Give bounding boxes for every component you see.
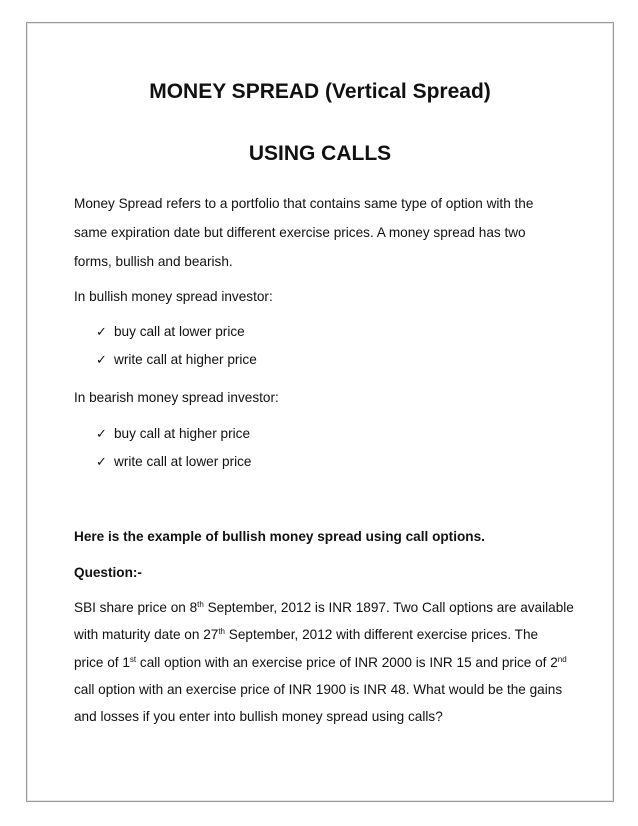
example-heading: Here is the example of bullish money spread using call options. xyxy=(74,529,485,544)
intro-line-3: forms, bullish and bearish. xyxy=(74,254,233,269)
bearish-item-1-label: buy call at higher price xyxy=(114,426,251,441)
question-label: Question:- xyxy=(74,565,142,580)
checkmark-icon: ✓ xyxy=(96,427,107,442)
question-line-2: with maturity date on 27th September, 2012 with different exercise prices. The xyxy=(74,627,539,642)
question-line-3: price of 1st call option with an exercise price of INR 2000 is INR 15 and price of 2nd xyxy=(74,655,567,670)
bullish-item-1-label: buy call at lower price xyxy=(114,324,245,339)
checkmark-icon: ✓ xyxy=(96,325,107,340)
checkmark-icon: ✓ xyxy=(96,353,107,368)
title-line-1: MONEY SPREAD (Vertical Spread) xyxy=(149,80,491,103)
bearish-item-2-label: write call at lower price xyxy=(114,454,252,469)
bullish-item-1 xyxy=(96,322,245,343)
bullish-item-2 xyxy=(96,350,257,371)
bearish-item-1 xyxy=(96,424,250,445)
question-line-5: and losses if you enter into bullish money spread using calls? xyxy=(74,709,443,724)
checkmark-icon: ✓ xyxy=(96,455,107,470)
intro-line-2: same expiration date but different exercise prices. A money spread has two xyxy=(74,225,526,240)
bullish-item-2-label: write call at higher price xyxy=(114,352,257,367)
question-line-4: call option with an exercise price of INR 1900 is INR 48. What would be the gains xyxy=(74,682,563,697)
title-line-2: USING CALLS xyxy=(248,142,392,165)
bearish-item-2 xyxy=(96,452,252,473)
question-line-1: SBI share price on 8th September, 2012 is INR 1897. Two Call options are available xyxy=(74,600,574,615)
bullish-heading: In bullish money spread investor: xyxy=(74,289,273,304)
bearish-heading: In bearish money spread investor: xyxy=(74,390,279,405)
intro-line-1: Money Spread refers to a portfolio that contains same type of option with the xyxy=(74,196,534,211)
